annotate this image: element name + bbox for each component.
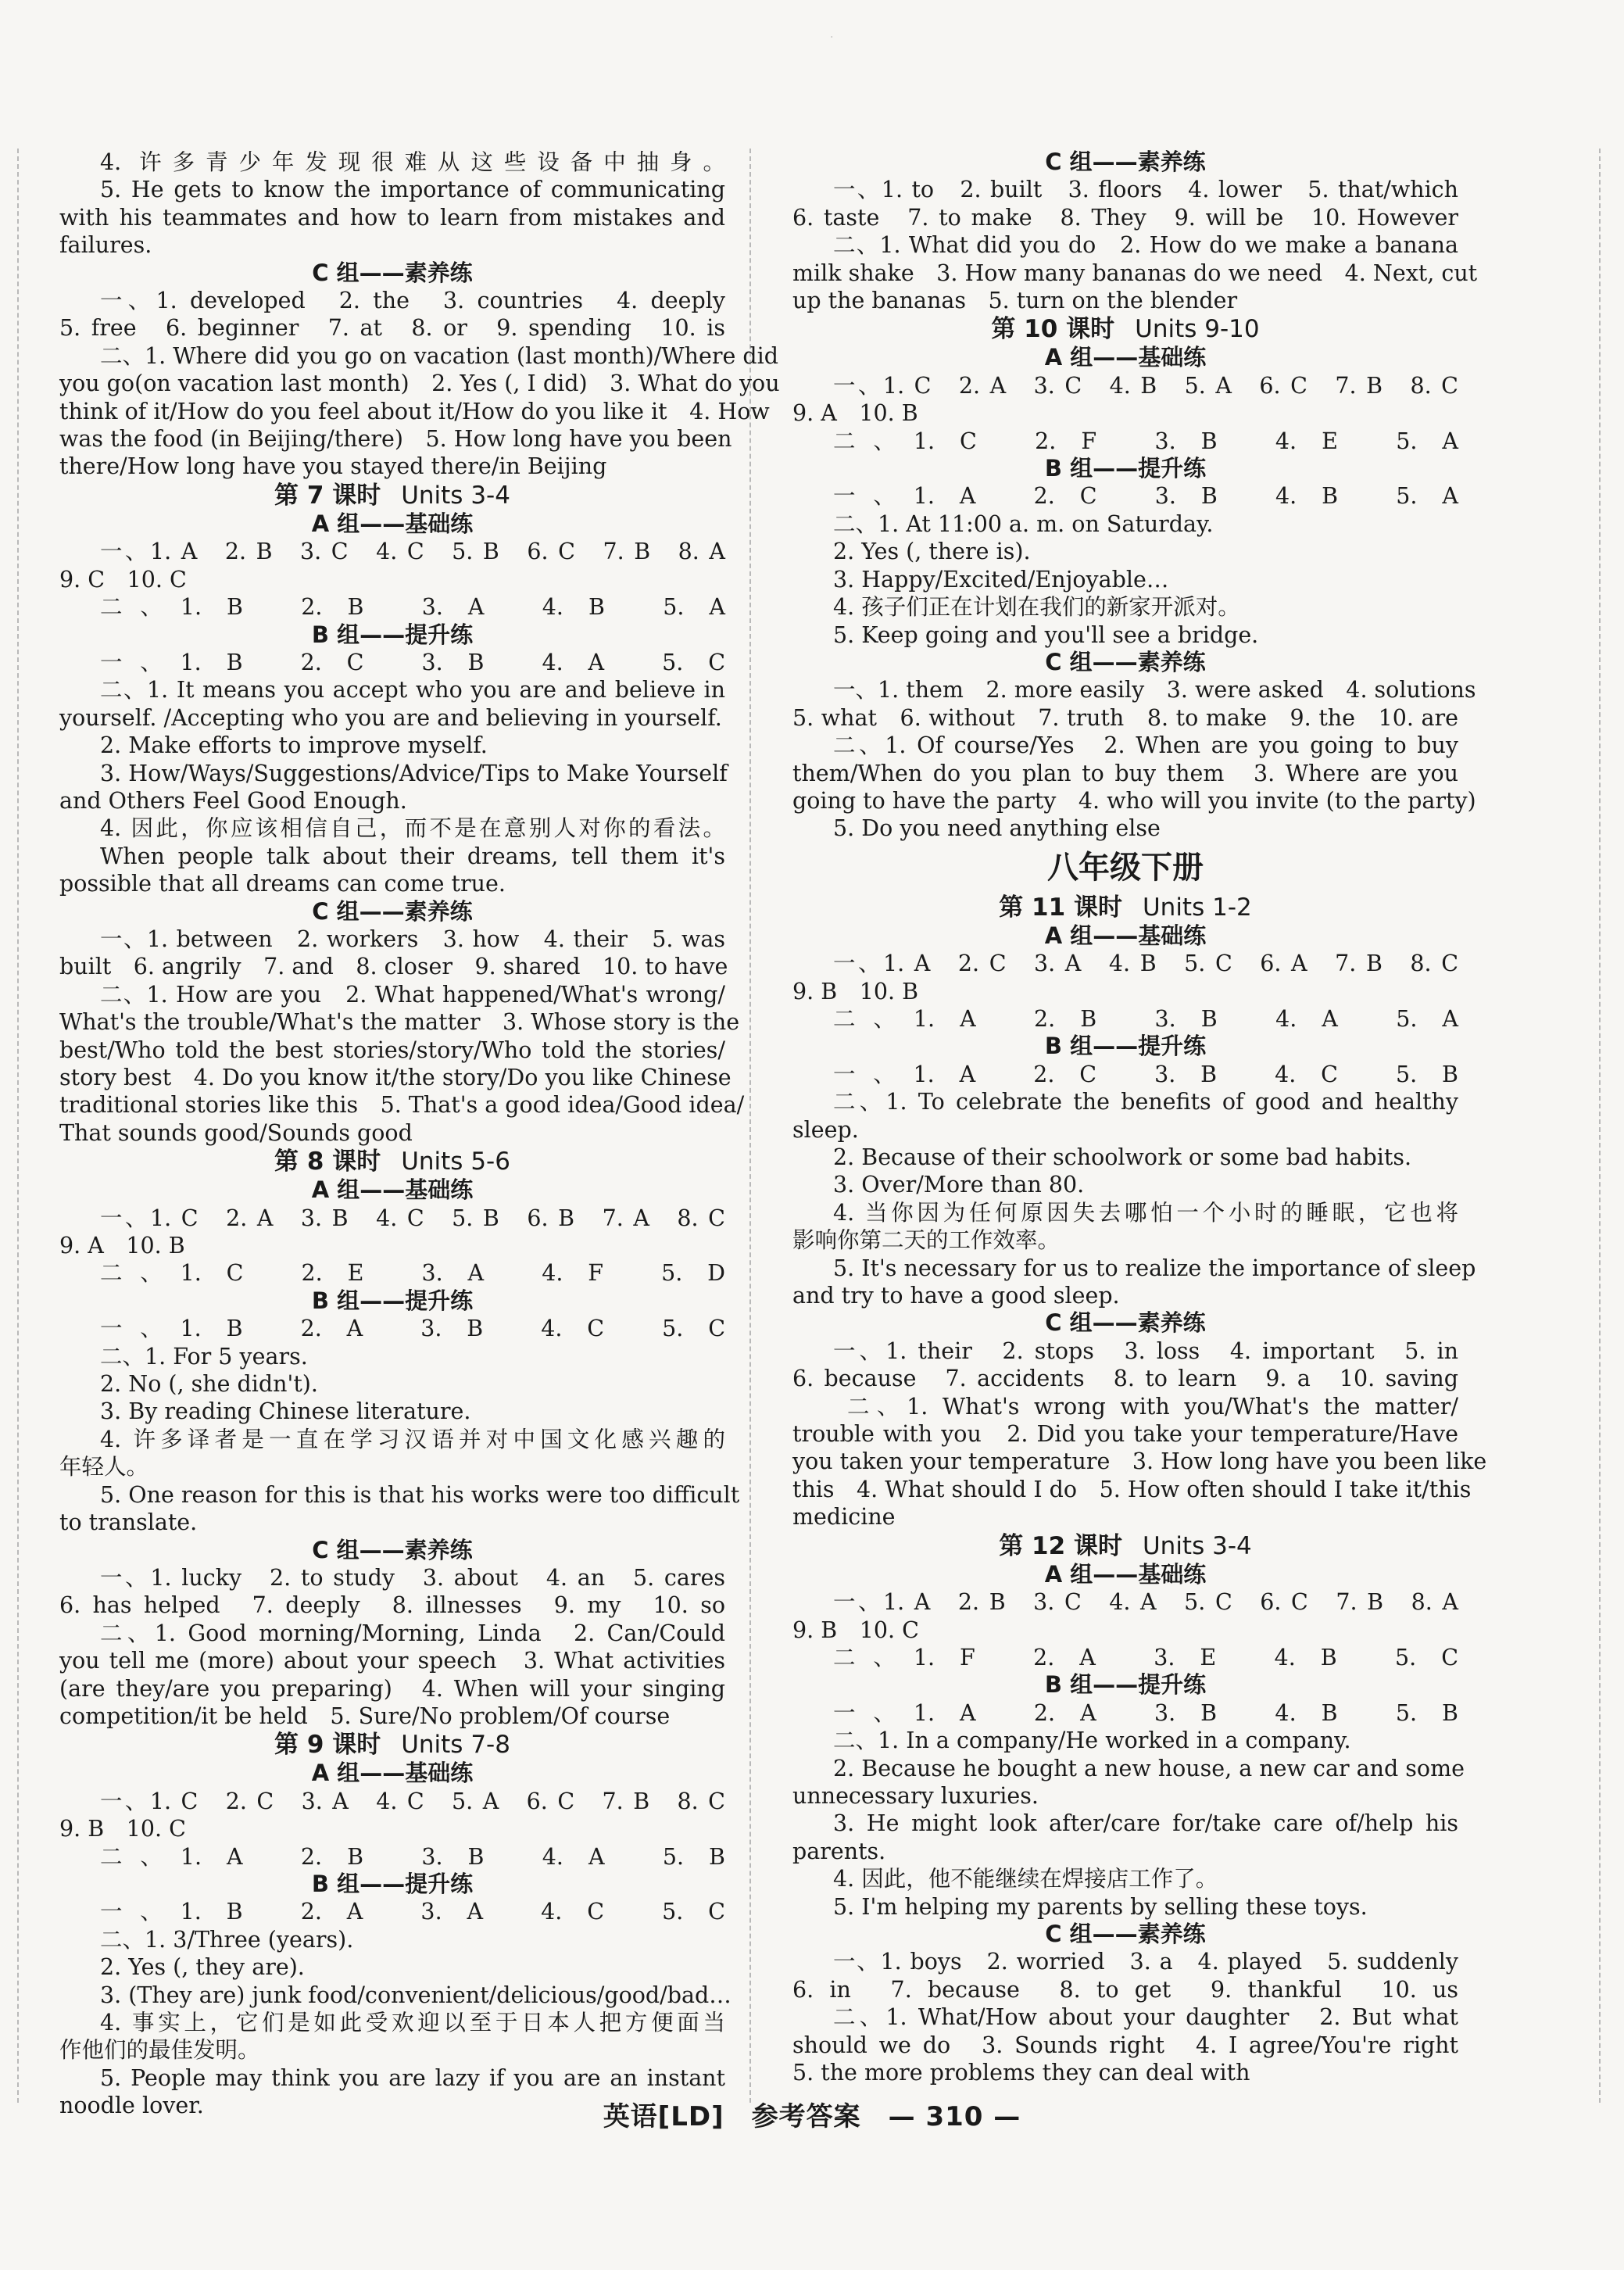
answer-line: 一、1. developed 2. the 3. countries 4. deeply — [100, 288, 725, 314]
group-heading: B 组——提升练 — [311, 1287, 474, 1314]
lesson-units: Units 3-4 — [1142, 1531, 1252, 1560]
answer-line: 6. in 7. because 8. to get 9. thankful 10. us — [792, 1976, 1458, 2003]
volume-heading: 八年级下册 — [1047, 849, 1204, 886]
answer-line: That sounds good/Sounds good — [59, 1119, 413, 1146]
answer-line: you taken your temperature 3. How long have you been like — [792, 1448, 1487, 1475]
lesson-units: Units 1-2 — [1142, 893, 1252, 922]
answer-line: 一、1. B 2. A 3. A 4. C 5. C — [100, 1899, 725, 1925]
group-heading: A 组——基础练 — [311, 1760, 474, 1787]
answer-line: 2. Make efforts to improve myself. — [100, 732, 488, 759]
answer-line: 4. 当你因为任何原因失去哪怕一个小时的睡眠，它也将 — [833, 1199, 1458, 1226]
group-heading: C 组——素养练 — [312, 897, 473, 925]
answer-line: milk shake 3. How many bananas do we need 4. Next, cut — [792, 260, 1478, 286]
answer-line: 一、1. lucky 2. to study 3. about 4. an 5. cares — [100, 1564, 725, 1591]
left-column — [59, 149, 780, 2120]
group-heading: A 组——基础练 — [1044, 922, 1207, 949]
answer-line: should we do 3. Sounds right 4. I agree/You're right — [792, 2032, 1458, 2058]
answer-line: 2. No (, she didn't). — [100, 1371, 318, 1398]
answer-line: 年轻人。 — [59, 1454, 149, 1481]
answer-line: 二、1. What did you do 2. How do we make a banana — [833, 232, 1458, 259]
answer-line: noodle lover. — [59, 2093, 204, 2119]
answer-line: 二、1. To celebrate the benefits of good and healthy — [833, 1089, 1458, 1115]
answer-line: 3. (They are) junk food/convenient/delicious/good/bad… — [100, 1982, 732, 2008]
answer-line: 9. C 10. C — [59, 566, 187, 593]
answer-line: (are they/are you preparing) 4. When will your singing — [59, 1675, 725, 1702]
answer-line: unnecessary luxuries. — [792, 1782, 1039, 1809]
answer-line: 二、1. How are you 2. What happened/What's wrong/ — [100, 981, 725, 1008]
left-dashed-rule — [17, 149, 19, 2103]
answer-line: 二、1. In a company/He worked in a company. — [833, 1728, 1351, 1754]
answer-line: 5. what 6. without 7. truth 8. to make 9. the 10. are — [792, 704, 1458, 731]
answer-line: best/Who told the best stories/story/Who told the stories/ — [59, 1037, 725, 1063]
lesson-number: 第 8 课时 — [274, 1148, 381, 1176]
answer-line: 二、1. For 5 years. — [100, 1343, 308, 1370]
answer-line: 3. He might look after/care for/take care of/help his — [833, 1810, 1458, 1837]
answer-line: and try to have a good sleep. — [792, 1283, 1120, 1309]
group-heading: B 组——提升练 — [311, 621, 474, 648]
page-footer: 英语[LD] 参考答案 — 310 — — [603, 2101, 1021, 2132]
answer-line: to translate. — [59, 1509, 198, 1536]
answer-line: 二、1. A 2. B 3. B 4. A 5. B — [100, 1843, 725, 1870]
answer-line: 9. B 10. C — [59, 1816, 186, 1842]
answer-line: you go(on vacation last month) 2. Yes (, I did) 3. What do you — [59, 371, 780, 397]
answer-line: built 6. angrily 7. and 8. closer 9. shared 10. to have — [59, 954, 728, 980]
answer-line: 5. Keep going and you'll see a bridge. — [833, 621, 1259, 648]
answer-line: parents. — [792, 1838, 886, 1864]
group-heading: A 组——基础练 — [1044, 344, 1207, 371]
answer-line: failures. — [59, 232, 152, 259]
lesson-number: 第 10 课时 — [991, 315, 1115, 344]
answer-line: 5. It's necessary for us to realize the importance of sleep — [833, 1255, 1476, 1281]
answer-line: 二、1. What/How about your daughter 2. But what — [833, 2004, 1458, 2031]
lesson-units: Units 7-8 — [401, 1731, 510, 1760]
lesson-number: 第 7 课时 — [274, 481, 381, 510]
answer-line: 6. because 7. accidents 8. to learn 9. a 10. saving — [792, 1366, 1458, 1392]
answer-line: 二、1. B 2. B 3. A 4. B 5. A — [100, 594, 725, 621]
answer-line: 一、1. boys 2. worried 3. a 4. played 5. suddenly — [833, 1949, 1458, 1975]
answer-line: 一、1. B 2. C 3. B 4. A 5. C — [100, 649, 725, 675]
answer-line: 一、1. between 2. workers 3. how 4. their 5. was — [100, 926, 725, 952]
answer-line: sleep. — [792, 1116, 859, 1143]
lesson-units: Units 3-4 — [401, 481, 510, 510]
answer-line: going to have the party 4. who will you invite (to the party) — [792, 787, 1476, 814]
lesson-heading — [792, 893, 1458, 922]
group-heading: C 组——素养练 — [312, 259, 473, 286]
answer-line: When people talk about their dreams, tell them it's — [100, 843, 725, 869]
answer-line: 3. Happy/Excited/Enjoyable… — [833, 566, 1169, 593]
answer-line: 9. B 10. B — [792, 978, 919, 1004]
answer-line: 5. Do you need anything else — [833, 815, 1161, 842]
group-heading: C 组——素养练 — [1045, 149, 1206, 175]
lesson-number: 第 12 课时 — [999, 1531, 1122, 1560]
answer-line: 3. How/Ways/Suggestions/Advice/Tips to Make Yourself — [100, 760, 728, 786]
lesson-heading — [792, 314, 1458, 344]
answer-line: 一、1. A 2. C 3. A 4. B 5. C 6. A 7. B 8. C — [833, 951, 1458, 977]
answer-line: 二、1. C 2. E 3. A 4. F 5. D — [100, 1260, 725, 1287]
group-heading: B 组——提升练 — [1044, 1033, 1207, 1060]
lesson-heading — [59, 481, 725, 510]
lesson-heading — [59, 1730, 725, 1760]
answer-line: 作他们的最佳发明。 — [59, 2037, 260, 2064]
answer-line: 一、1. C 2. C 3. A 4. C 5. A 6. C 7. B 8. C — [100, 1788, 725, 1814]
group-heading: C 组——素养练 — [312, 1536, 473, 1563]
answer-line: 影响你第二天的工作效率。 — [792, 1227, 1061, 1254]
answer-line: 5. People may think you are lazy if you are an instant — [100, 2064, 725, 2091]
answer-line: this 4. What should I do 5. How often should I take it/this — [792, 1476, 1472, 1502]
group-heading: C 组——素养练 — [1045, 1309, 1206, 1337]
scan-mark: · — [830, 31, 834, 44]
answer-line: them/When do you plan to buy them 3. Where are you — [792, 760, 1458, 786]
answer-line: 5. free 6. beginner 7. at 8. or 9. spending 10. is — [59, 315, 725, 342]
answer-line: 4. 许多青少年发现很难从这些设备中抽身。 — [100, 149, 725, 175]
answer-line: 5. He gets to know the importance of communicating — [100, 177, 725, 203]
answer-line: 二、1. Good morning/Morning, Linda 2. Can/Could — [100, 1620, 725, 1646]
answer-line: 一、1. A 2. B 3. C 4. A 5. C 6. C 7. B 8. A — [833, 1589, 1458, 1616]
answer-line: 9. B 10. C — [792, 1617, 919, 1643]
answer-line: 3. Over/More than 80. — [833, 1172, 1085, 1198]
answer-line: 9. A 10. B — [59, 1233, 185, 1259]
answer-line: 一、1. C 2. A 3. B 4. C 5. B 6. B 7. A 8. C — [100, 1205, 725, 1231]
answer-line: 二、1. 3/Three (years). — [100, 1926, 354, 1953]
answer-line: 5. I'm helping my parents by selling these toys. — [833, 1893, 1368, 1920]
answer-line: with his teammates and how to learn from mistakes and — [59, 204, 725, 231]
answer-line: think of it/How do you feel about it/How do you like it 4. How — [59, 398, 770, 424]
answer-line: What's the trouble/What's the matter 3. Whose story is the — [59, 1009, 740, 1036]
lesson-units: Units 9-10 — [1135, 315, 1260, 344]
answer-line: 二、1. A 2. B 3. B 4. A 5. A — [833, 1005, 1458, 1032]
answer-line: 4. 孩子们正在计划在我们的新家开派对。 — [833, 594, 1240, 621]
lesson-heading — [59, 1147, 725, 1176]
answer-line: 一、1. A 2. A 3. B 4. B 5. B — [833, 1699, 1458, 1726]
answer-line: up the bananas 5. turn on the blender — [792, 288, 1238, 314]
answer-line: 一、1. their 2. stops 3. loss 4. important 5. in — [833, 1337, 1458, 1364]
answer-line: 3. By reading Chinese literature. — [100, 1398, 471, 1425]
group-heading: B 组——提升练 — [1044, 455, 1207, 482]
group-heading: B 组——提升练 — [311, 1870, 474, 1897]
answer-line: medicine — [792, 1504, 896, 1531]
answer-line: 9. A 10. B — [792, 400, 918, 427]
answer-line: and Others Feel Good Enough. — [59, 787, 407, 814]
answer-line: 2. Yes (, they are). — [100, 1954, 305, 1981]
answer-line: 二、1. At 11:00 a. m. on Saturday. — [833, 510, 1214, 537]
lesson-number: 第 11 课时 — [999, 893, 1122, 922]
lesson-heading — [792, 1531, 1458, 1561]
answer-line: 4. 因此，你应该相信自己，而不是在意别人对你的看法。 — [100, 815, 725, 842]
answer-line: 6. taste 7. to make 8. They 9. will be 10. However — [792, 204, 1458, 231]
answer-line: 6. has helped 7. deeply 8. illnesses 9. my 10. so — [59, 1592, 725, 1619]
answer-line: 4. 因此，他不能继续在焊接店工作了。 — [833, 1866, 1218, 1892]
answer-line: 一、1. A 2. B 3. C 4. C 5. B 6. C 7. B 8. A — [100, 539, 725, 565]
group-heading: A 组——基础练 — [1044, 1560, 1207, 1588]
answer-line: 一、1. them 2. more easily 3. were asked 4. solutions — [833, 677, 1476, 704]
answer-line: 一、1. A 2. C 3. B 4. B 5. A — [833, 483, 1458, 510]
group-heading: A 组——基础练 — [311, 510, 474, 537]
answer-line: 一、1. C 2. A 3. C 4. B 5. A 6. C 7. B 8. C — [833, 372, 1458, 399]
answer-line: 二、1. Where did you go on vacation (last month)/Where did — [100, 342, 778, 369]
answer-line: yourself. /Accepting who you are and believing in yourself. — [59, 704, 722, 731]
answer-line: there/How long have you stayed there/in Beijing — [59, 453, 607, 480]
answer-line: 一、1. B 2. A 3. B 4. C 5. C — [100, 1316, 725, 1342]
answer-line: 一、1. A 2. C 3. B 4. C 5. B — [833, 1061, 1458, 1087]
answer-line: story best 4. Do you know it/the story/Do you like Chinese — [59, 1065, 732, 1090]
answer-line: was the food (in Beijing/there) 5. How long have you been — [59, 426, 732, 453]
answer-line: 二、1. Of course/Yes 2. When are you going to buy — [833, 732, 1458, 759]
lesson-units: Units 5-6 — [401, 1148, 510, 1176]
group-heading: B 组——提升练 — [1044, 1671, 1207, 1699]
answer-line: 一、1. to 2. built 3. floors 4. lower 5. that/which — [833, 177, 1458, 203]
right-column — [792, 149, 1487, 2086]
answer-line: 2. Yes (, there is). — [833, 539, 1031, 565]
answer-line: trouble with you 2. Did you take your temperature/Have — [792, 1421, 1458, 1448]
answer-line: 2. Because of their schoolwork or some bad habits. — [833, 1144, 1411, 1170]
column-divider — [749, 149, 751, 2103]
answer-line: 二、1. What's wrong with you/What's the matter/ — [847, 1393, 1458, 1420]
answer-line: 4. 许多译者是一直在学习汉语并对中国文化感兴趣的 — [100, 1426, 725, 1452]
answer-line: 5. the more problems they can deal with — [792, 2060, 1250, 2086]
right-dashed-rule — [1599, 149, 1601, 2103]
answer-line: 4. 事实上，它们是如此受欢迎以至于日本人把方便面当 — [100, 2010, 725, 2035]
answer-line: 5. One reason for this is that his works were too difficult — [100, 1481, 740, 1508]
group-heading: A 组——基础练 — [311, 1176, 474, 1204]
lesson-number: 第 9 课时 — [274, 1731, 381, 1760]
answer-line: 二、1. It means you accept who you are and believe in — [100, 677, 725, 704]
answer-line: traditional stories like this 5. That's a good idea/Good idea/ — [59, 1092, 745, 1119]
answer-line: 二、1. C 2. F 3. B 4. E 5. A — [833, 428, 1458, 454]
group-heading: C 组——素养练 — [1045, 1920, 1206, 1947]
answer-line: 2. Because he bought a new house, a new car and some — [833, 1755, 1465, 1781]
answer-line: you tell me (more) about your speech 3. What activities — [59, 1648, 725, 1674]
group-heading: C 组——素养练 — [1045, 648, 1206, 675]
answer-line: 二、1. F 2. A 3. E 4. B 5. C — [833, 1644, 1458, 1670]
answer-line: possible that all dreams can come true. — [59, 871, 506, 897]
answer-line: competition/it be held 5. Sure/No problem/Of course — [59, 1702, 671, 1729]
